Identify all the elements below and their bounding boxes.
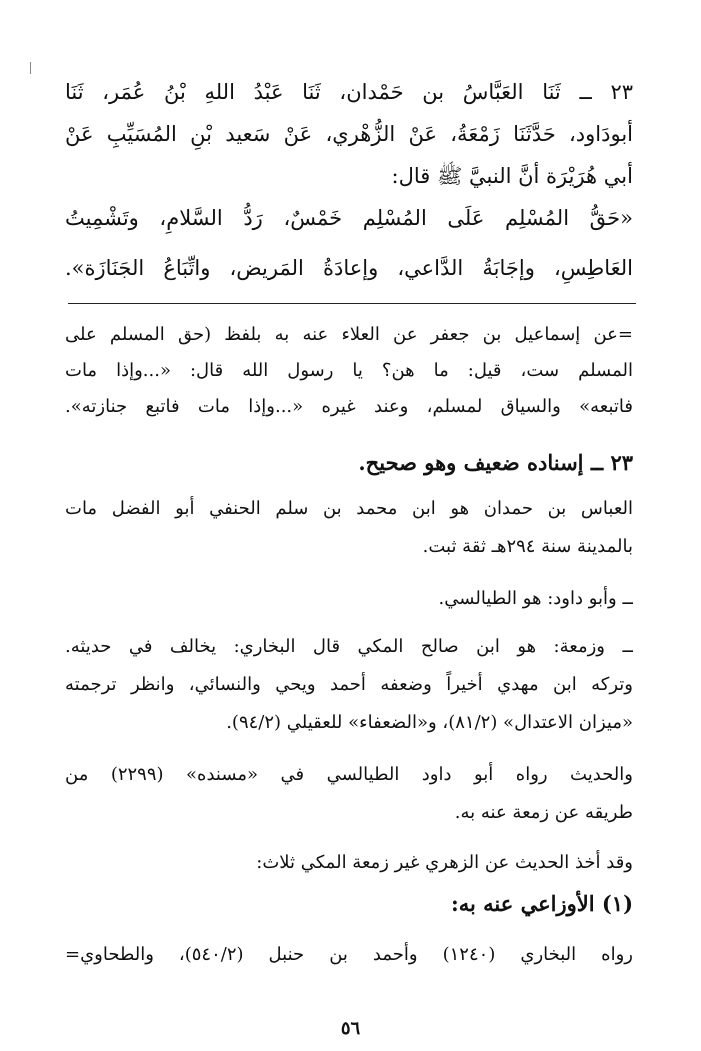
hadith-line: العَاطِسِ، وإجَابَةُ الدَّاعي، وإعادَةُ المَريض، واتِّبَاعُ الجَنَازَة». (65, 256, 633, 280)
commentary-line: ــ وزمعة: هو ابن صالح المكي قال البخاري: يخالف في حديثه. (65, 636, 633, 657)
commentary-line: والحديث رواه أبو داود الطيالسي في «مسنده» (٢٢٩٩) من (65, 764, 633, 785)
commentary-line: طريقه عن زمعة عنه به. (454, 802, 633, 823)
commentary-line: «ميزان الاعتدال» (٨١/٢)، و«الضعفاء» للعقيلي (٩٤/٢). (226, 712, 633, 733)
commentary-line: وتركه ابن مهدي أخيراً وضعفه أحمد ويحي والنسائي، وانظر ترجمته (65, 674, 633, 695)
commentary-line: العباس بن حمدان هو ابن محمد بن سلم الحنفي أبو الفضل مات (65, 498, 633, 519)
commentary-line: ــ وأبو داود: هو الطيالسي. (438, 588, 633, 609)
commentary-line: رواه البخاري (١٢٤٠) وأحمد بن حنبل (٥٤٠/٢)، والطحاوي= (65, 944, 633, 965)
footnote-line: =عن إسماعيل بن جعفر عن العلاء عنه به بلفظ (حق المسلم على (65, 324, 633, 345)
page-number: ٥٦ (340, 1018, 361, 1039)
hadith-line: «حَقُّ المُسْلِم عَلَى المُسْلِم خَمْسٌ، رَدُّ السَّلامِ، وتَشْمِيتُ (65, 206, 633, 230)
hadith-line: أبي هُرَيْرَة أنَّ النبيَّ ﷺ قال: (391, 164, 633, 188)
commentary-line: وقد أخذ الحديث عن الزهري غير زمعة المكي ثلاث: (256, 852, 633, 873)
commentary-subheading: (١) الأوزاعي عنه به: (450, 891, 633, 916)
commentary-line: بالمدينة سنة ٢٩٤هـ ثقة ثبت. (422, 536, 633, 557)
footnote-line: فاتبعه» والسياق لمسلم، وعند غيره «...وإذا مات فاتبع جنازته». (65, 396, 633, 417)
footnote-line: المسلم ست، قيل: ما هن؟ يا رسول الله قال: «...وإذا مات (65, 360, 633, 381)
hadith-line: ٢٣ ــ ثَنَا العَبَّاسُ بن حَمْدان، ثَنَا عَبْدُ اللهِ بْنُ عُمَر، ثَنَا (65, 80, 633, 104)
scan-mark (30, 62, 31, 74)
commentary-heading: ٢٣ ــ إسناده ضعيف وهو صحيح. (358, 450, 633, 475)
hadith-line: أبودَاود، حَدَّثَنَا زَمْعَةُ، عَنْ الزُّهْري، عَنْ سَعيد بْنِ المُسَيِّبِ عَنْ (65, 122, 633, 146)
footnote-divider (68, 303, 636, 304)
